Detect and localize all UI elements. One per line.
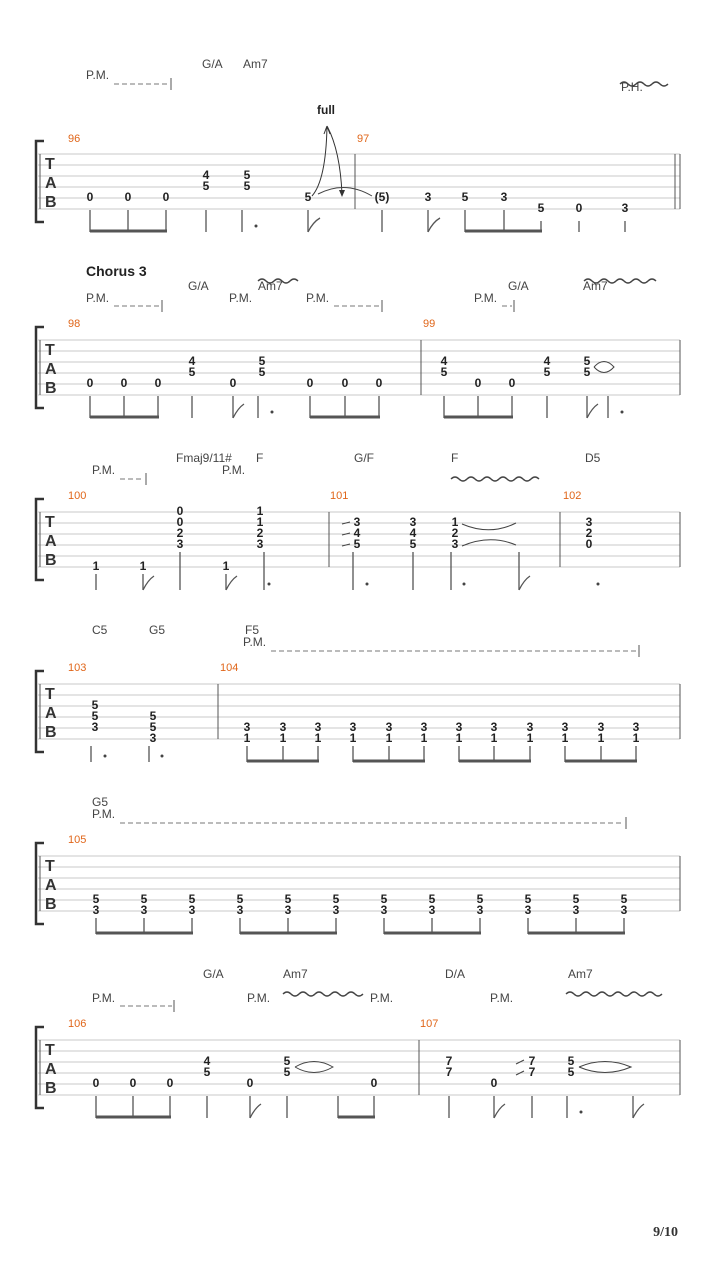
- fret-number: 3: [561, 720, 569, 734]
- fret-number: 1: [279, 731, 287, 745]
- svg-text:0: 0: [375, 376, 383, 390]
- rhythm-stems: [96, 1096, 644, 1118]
- svg-text:5: 5: [283, 1054, 291, 1068]
- section-label: Chorus 3: [86, 263, 147, 279]
- fret-number: 5: [428, 892, 436, 906]
- svg-text:5: 5: [353, 537, 361, 551]
- svg-text:A: A: [45, 877, 57, 894]
- svg-text:B: B: [45, 724, 57, 741]
- fret-number: 3: [140, 903, 148, 917]
- fret-number: 3: [490, 720, 498, 734]
- svg-text:4: 4: [203, 1054, 211, 1068]
- palm-mute-label: P.M.: [370, 991, 394, 1005]
- svg-text:1: 1: [256, 504, 264, 518]
- svg-text:T: T: [45, 514, 55, 531]
- svg-text:5: 5: [583, 365, 591, 379]
- measure-number: 103: [68, 662, 87, 674]
- svg-text:5: 5: [440, 365, 448, 379]
- svg-text:A: A: [45, 705, 57, 722]
- fret-number: 3: [380, 903, 388, 917]
- fret-number: 1: [243, 731, 251, 745]
- measure-number: 102: [563, 490, 582, 502]
- svg-text:0: 0: [306, 376, 314, 390]
- svg-text:5: 5: [149, 720, 157, 734]
- chord-label: Am7: [243, 57, 268, 71]
- fret-number: 3: [349, 720, 357, 734]
- fret-number: 3: [188, 903, 196, 917]
- fret-number: 5: [202, 179, 210, 193]
- fret-number: 1: [490, 731, 498, 745]
- fret-number: 5: [380, 892, 388, 906]
- fret-number: (5): [374, 190, 390, 204]
- svg-text:5: 5: [543, 365, 551, 379]
- fret-number: 1: [526, 731, 534, 745]
- fret-number: 3: [524, 903, 532, 917]
- palm-mute-label: P.M.: [92, 991, 116, 1005]
- staff-lines: [38, 684, 680, 739]
- system-4: [36, 623, 680, 762]
- svg-text:0: 0: [341, 376, 349, 390]
- fret-number: 3: [385, 720, 393, 734]
- fret-number: 3: [620, 903, 628, 917]
- fret-number: 0: [124, 190, 132, 204]
- fret-number: 3: [476, 903, 484, 917]
- palm-mute-label: P.M.: [306, 291, 330, 305]
- chord-label: Am7: [258, 279, 283, 293]
- fret-number: 5: [243, 179, 251, 193]
- fret-number: 3: [92, 903, 100, 917]
- fret-number: 3: [243, 720, 251, 734]
- measure-number: 97: [357, 133, 370, 145]
- measure-number: 99: [423, 318, 436, 330]
- tab-letter-b: B: [45, 194, 57, 211]
- svg-text:1: 1: [92, 559, 100, 573]
- fret-number: 5: [476, 892, 484, 906]
- svg-text:3: 3: [409, 515, 417, 529]
- fret-number: 3: [526, 720, 534, 734]
- chord-label: G/A: [202, 57, 223, 71]
- svg-text:0: 0: [86, 376, 94, 390]
- fret-number: 3: [424, 190, 432, 204]
- svg-text:B: B: [45, 552, 57, 569]
- fret-number: 4: [202, 168, 210, 182]
- svg-text:5: 5: [91, 709, 99, 723]
- svg-text:0: 0: [176, 515, 184, 529]
- system-3: [36, 451, 680, 590]
- fret-number: 3: [279, 720, 287, 734]
- tie-arc: [594, 362, 614, 373]
- fret-number: 3: [428, 903, 436, 917]
- system-5: [36, 795, 680, 934]
- fret-number: 5: [537, 201, 545, 215]
- svg-text:3: 3: [451, 537, 459, 551]
- svg-text:5: 5: [203, 1065, 211, 1079]
- fret-number: 1: [632, 731, 640, 745]
- svg-text:B: B: [45, 1080, 57, 1097]
- svg-text:T: T: [45, 1042, 55, 1059]
- chord-label: G/A: [203, 967, 224, 981]
- fret-number: 3: [332, 903, 340, 917]
- svg-text:3: 3: [176, 537, 184, 551]
- fret-number: 5: [243, 168, 251, 182]
- fret-number: 5: [140, 892, 148, 906]
- svg-text:T: T: [45, 342, 55, 359]
- svg-text:0: 0: [490, 1076, 498, 1090]
- svg-text:3: 3: [149, 731, 157, 745]
- system-1: [36, 57, 680, 232]
- bend-arrow: [312, 126, 342, 196]
- svg-text:0: 0: [166, 1076, 174, 1090]
- palm-mute-label: P.M.: [474, 291, 498, 305]
- fret-number: 1: [420, 731, 428, 745]
- fret-number: 1: [314, 731, 322, 745]
- fret-number: 1: [349, 731, 357, 745]
- power-chord-group: [93, 892, 628, 934]
- svg-text:4: 4: [543, 354, 551, 368]
- svg-text:0: 0: [246, 1076, 254, 1090]
- svg-text:2: 2: [176, 526, 184, 540]
- fret-number: 3: [621, 201, 629, 215]
- svg-text:0: 0: [585, 537, 593, 551]
- palm-mute-label: P.M.: [222, 463, 246, 477]
- svg-text:3: 3: [91, 720, 99, 734]
- palm-mute-label: P.M.: [490, 991, 514, 1005]
- chord-label: Am7: [283, 967, 308, 981]
- chord-label: G5: [149, 623, 166, 637]
- fret-number: 3: [455, 720, 463, 734]
- chord-label: G/F: [354, 451, 374, 465]
- chord-label: C5: [92, 623, 108, 637]
- svg-text:B: B: [45, 380, 57, 397]
- fret-number: 3: [572, 903, 580, 917]
- fret-number: 3: [284, 903, 292, 917]
- chord-label: G5: [92, 795, 109, 809]
- svg-text:0: 0: [508, 376, 516, 390]
- fret-number: 3: [500, 190, 508, 204]
- svg-text:5: 5: [149, 709, 157, 723]
- svg-text:5: 5: [91, 698, 99, 712]
- svg-text:3: 3: [256, 537, 264, 551]
- svg-text:5: 5: [409, 537, 417, 551]
- svg-text:T: T: [45, 686, 55, 703]
- chord-label: D/A: [445, 967, 466, 981]
- svg-text:5: 5: [258, 354, 266, 368]
- svg-text:A: A: [45, 361, 57, 378]
- svg-text:4: 4: [440, 354, 448, 368]
- fret-number: 5: [332, 892, 340, 906]
- measure-number: 106: [68, 1018, 87, 1030]
- chord-label: D5: [585, 451, 601, 465]
- fret-number: 0: [86, 190, 94, 204]
- page-number: 9/10: [653, 1225, 678, 1240]
- palm-mute-label: P.M.: [92, 807, 116, 821]
- fret-number: 1: [561, 731, 569, 745]
- measure-number: 101: [330, 490, 349, 502]
- tab-letter-t: T: [45, 156, 55, 173]
- svg-text:5: 5: [283, 1065, 291, 1079]
- measure-number: 105: [68, 834, 87, 846]
- fret-number: 5: [620, 892, 628, 906]
- svg-text:3: 3: [585, 515, 593, 529]
- fret-number: 5: [92, 892, 100, 906]
- chord-label: G/A: [188, 279, 209, 293]
- fret-number: 3: [632, 720, 640, 734]
- fret-number: 1: [455, 731, 463, 745]
- svg-text:1: 1: [256, 515, 264, 529]
- palm-mute-label: P.M.: [229, 291, 253, 305]
- svg-text:1: 1: [139, 559, 147, 573]
- svg-text:0: 0: [92, 1076, 100, 1090]
- svg-text:B: B: [45, 896, 57, 913]
- staff-lines: [38, 154, 680, 209]
- fret-number: 5: [461, 190, 469, 204]
- svg-text:2: 2: [451, 526, 459, 540]
- svg-text:5: 5: [567, 1054, 575, 1068]
- harmonic-label: P.H.: [621, 80, 643, 94]
- svg-text:T: T: [45, 858, 55, 875]
- svg-text:5: 5: [567, 1065, 575, 1079]
- bend-label: full: [317, 103, 335, 117]
- fret-number: 3: [314, 720, 322, 734]
- rhythm-stems: [90, 210, 625, 232]
- svg-text:5: 5: [583, 354, 591, 368]
- svg-text:7: 7: [528, 1065, 536, 1079]
- release-arc: [318, 187, 372, 196]
- tab-letter-a: A: [45, 175, 57, 192]
- svg-text:2: 2: [256, 526, 264, 540]
- svg-text:5: 5: [188, 365, 196, 379]
- staff-lines: [38, 856, 680, 911]
- svg-text:0: 0: [154, 376, 162, 390]
- palm-mute-label: P.M.: [243, 635, 267, 649]
- rhythm-stems: [90, 396, 624, 418]
- chord-label: Fmaj9/11#: [176, 451, 232, 465]
- svg-text:4: 4: [353, 526, 361, 540]
- measure-number: 98: [68, 318, 81, 330]
- palm-mute-label: P.M.: [86, 291, 110, 305]
- svg-text:3: 3: [353, 515, 361, 529]
- svg-text:7: 7: [528, 1054, 536, 1068]
- svg-text:4: 4: [188, 354, 196, 368]
- rhythm-stems: [96, 552, 600, 590]
- chord-label: Am7: [583, 279, 608, 293]
- svg-text:A: A: [45, 533, 57, 550]
- palm-mute-label: P.M.: [92, 463, 116, 477]
- chord-label: F5: [245, 623, 260, 637]
- svg-text:1: 1: [222, 559, 230, 573]
- measure-number: 100: [68, 490, 87, 502]
- palm-mute-label: P.M.: [247, 991, 271, 1005]
- fret-number: 5: [188, 892, 196, 906]
- rhythm-stems: [91, 746, 164, 762]
- chord-label: Am7: [568, 967, 593, 981]
- fret-number: 5: [284, 892, 292, 906]
- fret-number: 1: [385, 731, 393, 745]
- measure-number: 104: [220, 662, 239, 674]
- fret-number: 3: [420, 720, 428, 734]
- svg-text:0: 0: [176, 504, 184, 518]
- chord-label: F: [256, 451, 264, 465]
- svg-text:0: 0: [474, 376, 482, 390]
- svg-text:0: 0: [129, 1076, 137, 1090]
- fret-number: 5: [524, 892, 532, 906]
- power-chord-group: [244, 720, 640, 762]
- measure-number: 96: [68, 133, 81, 145]
- svg-text:2: 2: [585, 526, 593, 540]
- svg-text:0: 0: [229, 376, 237, 390]
- svg-text:4: 4: [409, 526, 417, 540]
- measure-number: 107: [420, 1018, 439, 1030]
- svg-text:0: 0: [370, 1076, 378, 1090]
- palm-mute-label: P.M.: [86, 68, 110, 82]
- svg-text:1: 1: [451, 515, 459, 529]
- fret-number: 3: [597, 720, 605, 734]
- fret-number: 5: [304, 190, 312, 204]
- chord-label: F: [451, 451, 459, 465]
- fret-number: 3: [236, 903, 244, 917]
- fret-number: 5: [236, 892, 244, 906]
- svg-text:7: 7: [445, 1065, 453, 1079]
- svg-text:A: A: [45, 1061, 57, 1078]
- svg-text:0: 0: [120, 376, 128, 390]
- svg-text:5: 5: [258, 365, 266, 379]
- system-6: [36, 967, 680, 1118]
- fret-number: 5: [572, 892, 580, 906]
- fret-number: 1: [597, 731, 605, 745]
- system-2: [36, 263, 680, 418]
- svg-text:7: 7: [445, 1054, 453, 1068]
- chord-label: G/A: [508, 279, 529, 293]
- fret-number: 0: [162, 190, 170, 204]
- fret-number: 0: [575, 201, 583, 215]
